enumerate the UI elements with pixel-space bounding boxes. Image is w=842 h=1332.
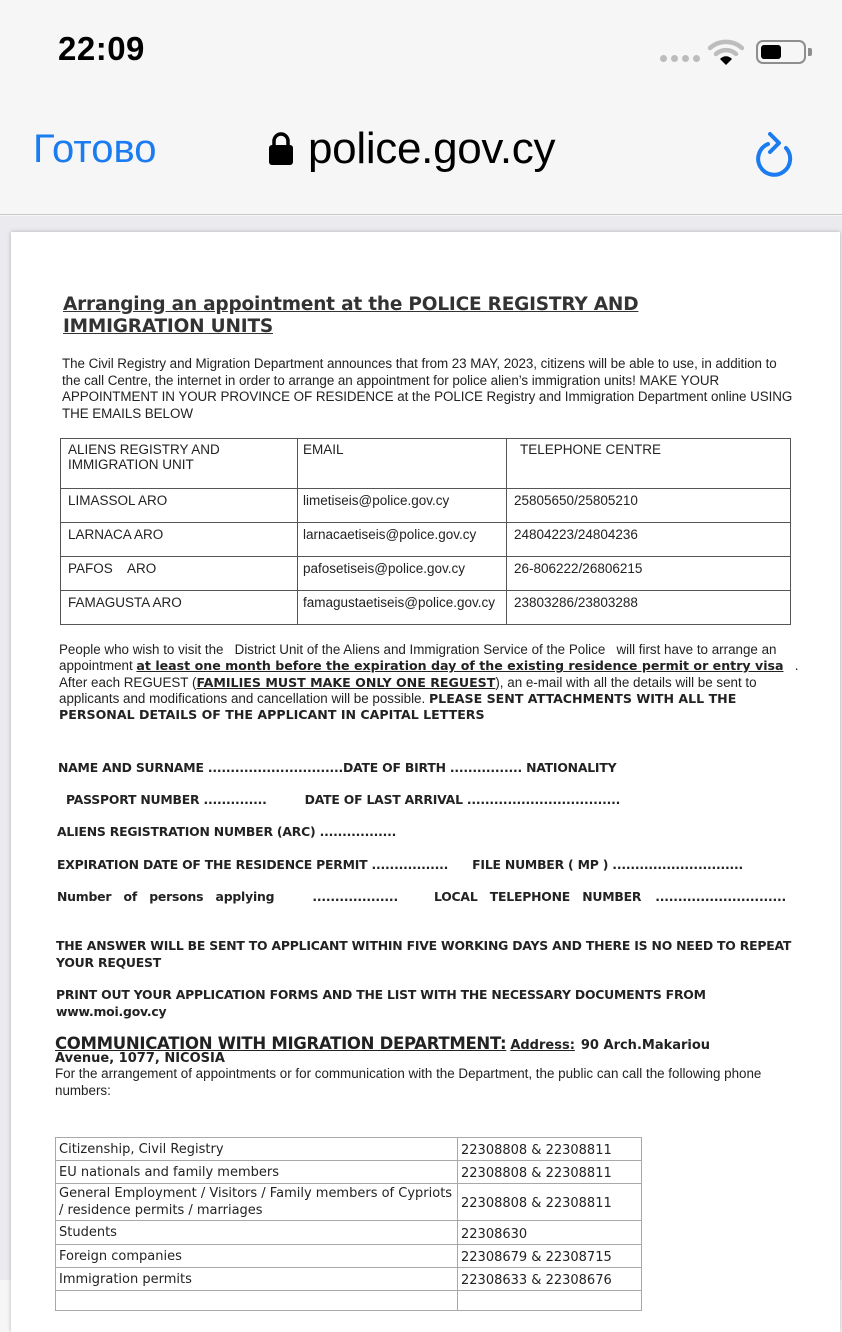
table-row [56,1184,642,1221]
header-email: EMAIL [298,439,507,489]
cellular-signal-icon [660,55,700,62]
field-line-persons [57,889,786,904]
category-cell: General Employment / Visitors / Family members of Cypriots / residence permits / marriages [56,1184,458,1221]
address-label: Address: [510,1038,575,1053]
lock-icon [268,132,294,166]
table-row [61,523,791,557]
battery-icon [756,40,806,64]
category-cell: Foreign companies [56,1245,458,1268]
para-text: . After each REGUEST ( [59,658,802,690]
communication-title: COMMUNICATION WITH MIGRATION DEPARTMENT: [55,1034,507,1053]
file-number-field: FILE NUMBER ( MP ) ............................. [472,857,744,872]
email-cell: famagustaetiseis@police.gov.cy [298,591,507,625]
email-cell: limetiseis@police.gov.cy [298,489,507,523]
address-line-1: 90 Arch.Makariou [580,1038,711,1053]
passport-field: PASSPORT NUMBER .............. [66,792,267,807]
header-telephone: TELEPHONE CENTRE [507,439,791,489]
field-line-passport [66,792,620,807]
field-line-expiration [57,857,743,872]
para-text: People who wish to visit the District Unit of the Aliens and Immigration Service of the Police will first have to arrange an appointment [59,642,781,674]
numbers-cell [458,1291,642,1311]
numbers-cell: 22308808 & 22308811 [458,1161,642,1184]
email-cell: pafosetiseis@police.gov.cy [298,557,507,591]
table-row [61,489,791,523]
status-time: 22:09 [58,30,145,67]
phone-cell: 25805650/25805210 [507,489,791,523]
table-row [61,557,791,591]
table-row [56,1291,642,1311]
numbers-cell: 22308630 [458,1221,642,1245]
attachments-note: PLEASE SENT ATTACHMENTS WITH ALL THE PERSONAL DETAILS OF THE APPLICANT IN CAPITAL LETTERS [59,690,737,723]
expiration-field: EXPIRATION DATE OF THE RESIDENCE PERMIT ................. [57,857,449,872]
battery-level [761,45,781,59]
phone-cell: 24804223/24804236 [507,523,791,557]
category-cell: Students [56,1221,458,1245]
reload-icon [752,122,800,178]
table-row [56,1138,642,1161]
print-note: PRINT OUT YOUR APPLICATION FORMS AND THE LIST WITH THE NECESSARY DOCUMENTS FROM www.moi.gov.cy [56,987,706,1019]
category-cell [56,1291,458,1311]
last-arrival-field: DATE OF LAST ARRIVAL .................................. [304,792,621,807]
status-bar [0,0,842,100]
category-cell: Citizenship, Civil Registry [56,1138,458,1161]
document-title: Arranging an appointment at the POLICE REGISTRY AND IMMIGRATION UNITS [63,294,639,337]
numbers-cell: 22308633 & 22308676 [458,1268,642,1291]
local-phone-field: ............................. [655,889,786,904]
battery-cap [808,48,812,56]
phone-cell: 26-806222/26806215 [507,557,791,591]
unit-cell: LIMASSOL ARO [61,489,298,523]
done-button[interactable]: Готово [33,127,157,171]
table-header-row [61,439,791,489]
persons-field: ................... [312,889,398,904]
header-unit: ALIENS REGISTRY AND IMMIGRATION UNIT [61,439,298,489]
reload-button[interactable] [752,122,800,178]
table-row [61,591,791,625]
families-emphasis: FAMILIES MUST MAKE ONLY ONE REGUEST [196,674,496,690]
field-line-name: NAME AND SURNAME ..............................DATE OF BIRTH ................ NATIONALITY [58,760,617,775]
unit-cell: FAMAGUSTA ARO [61,591,298,625]
aro-contacts-table [60,438,791,625]
department-phone-table [55,1137,642,1311]
category-cell: EU nationals and family members [56,1161,458,1184]
local-phone-label: LOCAL TELEPHONE NUMBER [433,889,642,904]
address-line-2: Avenue, 1077, NICOSIA [55,1051,225,1066]
numbers-cell: 22308808 & 22308811 [458,1184,642,1221]
phone-cell: 23803286/23803288 [507,591,791,625]
persons-label: Number of persons applying [57,889,275,904]
table-row [56,1268,642,1291]
pdf-page [11,232,840,1332]
field-line-arc: ALIENS REGISTRATION NUMBER (ARC) ................. [57,824,397,839]
url-text: police.gov.cy [308,124,556,173]
table-row [56,1221,642,1245]
browser-nav-bar [0,100,842,215]
communication-description: For the arrangement of appointments or for communication with the Department, the public can call the following phone numbers: [55,1066,762,1098]
email-cell: larnacaetiseis@police.gov.cy [298,523,507,557]
address-bar[interactable] [268,124,555,174]
numbers-cell: 22308808 & 22308811 [458,1138,642,1161]
category-cell: Immigration permits [56,1268,458,1291]
table-row [56,1245,642,1268]
deadline-emphasis: at least one month before the expiration day of the existing residence permit or entry visa [136,658,784,674]
para-text: ), an e-mail with all the details will be sent to applicants and modifications and cancellation will be possible. [59,674,757,706]
communication-section [55,1034,795,1099]
unit-cell: PAFOS ARO [61,557,298,591]
unit-cell: LARNACA ARO [61,523,298,557]
intro-paragraph: The Civil Registry and Migration Department announces that from 23 MAY, 2023, citizens will be able to use, in addition to the call Centre, the internet in order to arrange an appointment for police alien’s immigration units! MAKE YOUR APPOINTMENT IN YOUR PROVINCE OF RESIDENCE at the POLICE Registry and Immigration Department online USING THE EMAILS BELOW [62,356,793,421]
table-row [56,1161,642,1184]
answer-note: THE ANSWER WILL BE SENT TO APPLICANT WITHIN FIVE WORKING DAYS AND THERE IS NO NEED TO REPEAT YOUR REQUEST [56,938,792,970]
numbers-cell: 22308679 & 22308715 [458,1245,642,1268]
instructions-paragraph [59,642,802,723]
wifi-icon [708,38,744,66]
web-content[interactable] [0,216,842,1288]
